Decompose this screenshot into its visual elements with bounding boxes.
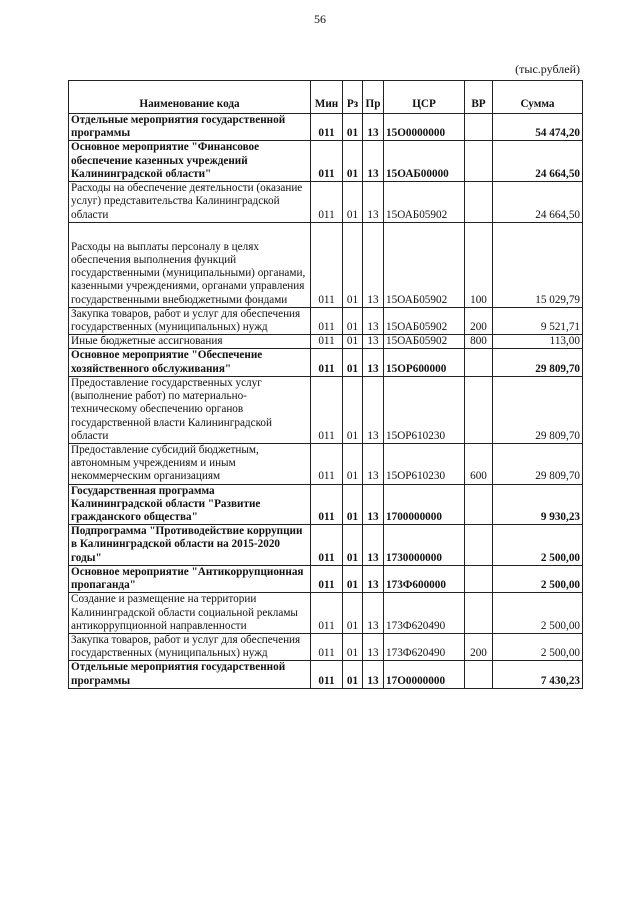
row-min: 011: [311, 593, 343, 634]
header-pr: Пр: [363, 81, 384, 114]
table-row: [69, 335, 583, 349]
row-pr: 13: [363, 565, 384, 592]
row-rz: 01: [343, 593, 363, 634]
row-name: Закупка товаров, работ и услуг для обеспечения государственных (муниципальных) нужд: [69, 634, 311, 661]
row-min: 011: [311, 484, 343, 525]
table-row: [69, 307, 583, 334]
table-row: [69, 565, 583, 592]
row-sum: 29 809,70: [493, 443, 583, 484]
row-min: 011: [311, 114, 343, 141]
row-csr: 15ОАБ00000: [384, 141, 465, 182]
row-sum: 9 930,23: [493, 484, 583, 525]
row-vr: [465, 565, 493, 592]
row-vr: 100: [465, 222, 493, 307]
row-pr: 13: [363, 141, 384, 182]
row-rz: 01: [343, 634, 363, 661]
row-min: 011: [311, 349, 343, 376]
table-row: [69, 114, 583, 141]
row-csr: 1730000000: [384, 525, 465, 566]
row-sum: 2 500,00: [493, 565, 583, 592]
row-name: Иные бюджетные ассигнования: [69, 335, 311, 349]
row-name: Подпрограмма "Противодействие коррупции в Калининградской области на 2015-2020 годы": [69, 525, 311, 566]
table-row: [69, 634, 583, 661]
row-vr: 600: [465, 443, 493, 484]
row-sum: 2 500,00: [493, 593, 583, 634]
header-rz: Рз: [343, 81, 363, 114]
header-sum: Сумма: [493, 81, 583, 114]
table-row: [69, 349, 583, 376]
row-sum: 54 474,20: [493, 114, 583, 141]
row-vr: [465, 349, 493, 376]
row-rz: 01: [343, 376, 363, 443]
row-pr: 13: [363, 376, 384, 443]
row-pr: 13: [363, 222, 384, 307]
row-pr: 13: [363, 661, 384, 688]
table-row: [69, 661, 583, 688]
row-sum: 2 500,00: [493, 525, 583, 566]
row-name: Расходы на выплаты персоналу в целях обеспечения выполнения функций государственными (муниципальными) органами, казенными учреждениями, органами управления государственными внебюджетными фондами: [69, 222, 311, 307]
row-csr: 15ОАБ05902: [384, 307, 465, 334]
row-csr: 15ОР610230: [384, 376, 465, 443]
row-csr: 173Ф600000: [384, 565, 465, 592]
unit-note: (тыс.рублей): [515, 62, 580, 76]
row-vr: [465, 376, 493, 443]
row-rz: 01: [343, 182, 363, 223]
row-sum: 113,00: [493, 335, 583, 349]
row-rz: 01: [343, 661, 363, 688]
row-rz: 01: [343, 141, 363, 182]
row-csr: 173Ф620490: [384, 634, 465, 661]
row-rz: 01: [343, 565, 363, 592]
row-name: Закупка товаров, работ и услуг для обеспечения государственных (муниципальных) нужд: [69, 307, 311, 334]
row-min: 011: [311, 661, 343, 688]
row-name: Создание и размещение на территории Калининградской области социальной рекламы антикоррупционной направленности: [69, 593, 311, 634]
row-rz: 01: [343, 349, 363, 376]
row-sum: 29 809,70: [493, 376, 583, 443]
budget-table: [68, 80, 583, 689]
row-sum: 24 664,50: [493, 182, 583, 223]
row-pr: 13: [363, 593, 384, 634]
row-sum: 24 664,50: [493, 141, 583, 182]
row-name: Предоставление субсидий бюджетным, автономным учреждениям и иным некоммерческим организациям: [69, 443, 311, 484]
row-name: Основное мероприятие "Обеспечение хозяйственного обслуживания": [69, 349, 311, 376]
row-name: Расходы на обеспечение деятельности (оказание услуг) представительства Калининградской области: [69, 182, 311, 223]
row-sum: 7 430,23: [493, 661, 583, 688]
row-csr: 17О0000000: [384, 661, 465, 688]
table-row: [69, 182, 583, 223]
row-name: Основное мероприятие "Финансовое обеспечение казенных учреждений Калининградской области": [69, 141, 311, 182]
row-vr: [465, 182, 493, 223]
table-row: [69, 443, 583, 484]
row-pr: 13: [363, 634, 384, 661]
row-vr: [465, 661, 493, 688]
table-row: [69, 141, 583, 182]
row-min: 011: [311, 443, 343, 484]
row-pr: 13: [363, 335, 384, 349]
row-name: Предоставление государственных услуг (выполнение работ) по материально-техническому обеспечению органов государственной власти Калининградской области: [69, 376, 311, 443]
row-min: 011: [311, 634, 343, 661]
row-vr: [465, 484, 493, 525]
row-sum: 29 809,70: [493, 349, 583, 376]
row-sum: 2 500,00: [493, 634, 583, 661]
table-row: [69, 525, 583, 566]
row-vr: [465, 141, 493, 182]
row-csr: 15ОАБ05902: [384, 335, 465, 349]
header-min: Мин: [311, 81, 343, 114]
row-name: Отдельные мероприятия государственной программы: [69, 661, 311, 688]
row-pr: 13: [363, 114, 384, 141]
row-min: 011: [311, 307, 343, 334]
header-vr: ВР: [465, 81, 493, 114]
row-csr: 15О0000000: [384, 114, 465, 141]
row-sum: 9 521,71: [493, 307, 583, 334]
row-csr: 15ОАБ05902: [384, 222, 465, 307]
table-row: [69, 593, 583, 634]
row-rz: 01: [343, 443, 363, 484]
row-pr: 13: [363, 307, 384, 334]
row-pr: 13: [363, 349, 384, 376]
row-rz: 01: [343, 484, 363, 525]
header-csr: ЦСР: [384, 81, 465, 114]
row-min: 011: [311, 141, 343, 182]
row-vr: 800: [465, 335, 493, 349]
row-name: Основное мероприятие "Антикоррупционная пропаганда": [69, 565, 311, 592]
row-vr: [465, 525, 493, 566]
row-pr: 13: [363, 443, 384, 484]
page-number: 56: [314, 12, 326, 26]
row-name: Отдельные мероприятия государственной программы: [69, 114, 311, 141]
row-min: 011: [311, 182, 343, 223]
table-body: [69, 114, 583, 689]
row-min: 011: [311, 376, 343, 443]
row-pr: 13: [363, 525, 384, 566]
row-min: 011: [311, 222, 343, 307]
row-rz: 01: [343, 525, 363, 566]
row-name: Государственная программа Калининградской области "Развитие гражданского общества": [69, 484, 311, 525]
row-csr: 15ОР610230: [384, 443, 465, 484]
row-pr: 13: [363, 484, 384, 525]
header-name: Наименование кода: [69, 81, 311, 114]
row-pr: 13: [363, 182, 384, 223]
row-rz: 01: [343, 335, 363, 349]
row-rz: 01: [343, 114, 363, 141]
table-header-row: [69, 81, 583, 114]
row-vr: [465, 114, 493, 141]
row-rz: 01: [343, 307, 363, 334]
row-csr: 173Ф620490: [384, 593, 465, 634]
row-vr: [465, 593, 493, 634]
row-csr: 15ОР600000: [384, 349, 465, 376]
row-min: 011: [311, 565, 343, 592]
table-row: [69, 222, 583, 307]
row-sum: 15 029,79: [493, 222, 583, 307]
table-row: [69, 376, 583, 443]
row-rz: 01: [343, 222, 363, 307]
row-vr: 200: [465, 634, 493, 661]
row-min: 011: [311, 335, 343, 349]
row-min: 011: [311, 525, 343, 566]
table-row: [69, 484, 583, 525]
row-vr: 200: [465, 307, 493, 334]
row-csr: 15ОАБ05902: [384, 182, 465, 223]
row-csr: 1700000000: [384, 484, 465, 525]
